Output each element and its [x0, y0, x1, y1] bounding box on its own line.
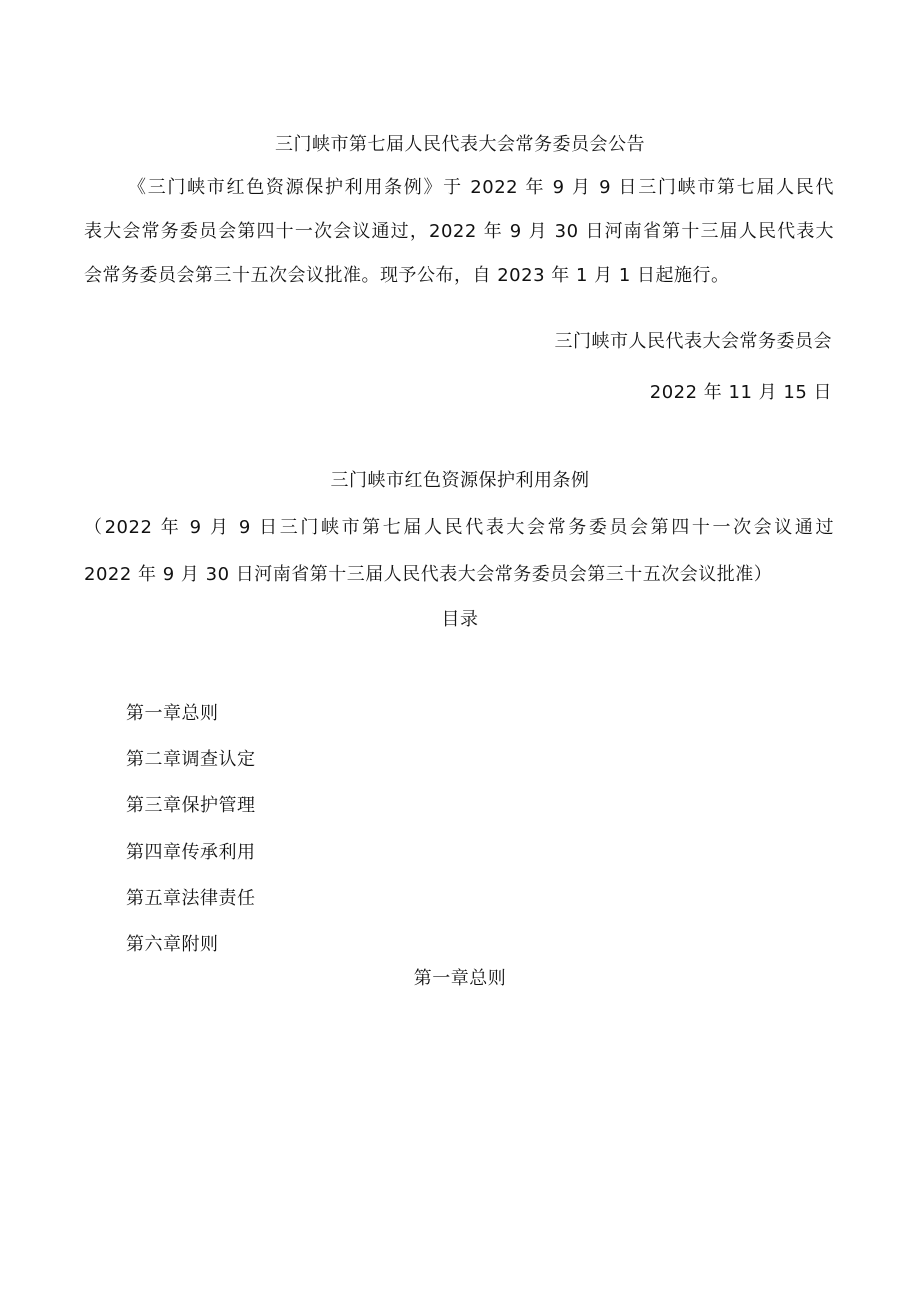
toc-heading: 目录: [441, 609, 479, 630]
chapter-1-heading: 第一章总则: [413, 968, 507, 989]
notice-body-line-1: 《三门峡市红色资源保护利用条例》于 2022 年 9 月 9 日三门峡市第七届人民代: [128, 177, 834, 198]
notice-body-line-3: 会常务委员会第三十五次会议批准。现予公布，自 2023 年 1 月 1 日起施行。: [84, 265, 730, 286]
toc-item-chapter-5: 第五章法律责任: [126, 888, 256, 909]
toc-item-chapter-4: 第四章传承利用: [126, 842, 256, 863]
notice-date: 2022 年 11 月 15 日: [649, 382, 832, 403]
notice-body-line-2: 表大会常务委员会第四十一次会议通过，2022 年 9 月 30 日河南省第十三届人民代表大: [84, 221, 834, 242]
toc-item-chapter-6: 第六章附则: [126, 934, 219, 955]
toc-item-chapter-3: 第三章保护管理: [126, 795, 256, 816]
regulation-title: 三门峡市红色资源保护利用条例: [330, 470, 590, 491]
toc-item-chapter-2: 第二章调查认定: [126, 749, 256, 770]
adoption-line-1: （2022 年 9 月 9 日三门峡市第七届人民代表大会常务委员会第四十一次会议通过: [84, 517, 834, 538]
toc-item-chapter-1: 第一章总则: [126, 703, 219, 724]
notice-title: 三门峡市第七届人民代表大会常务委员会公告: [275, 134, 645, 155]
adoption-line-2: 2022 年 9 月 30 日河南省第十三届人民代表大会常务委员会第三十五次会议批准）: [84, 564, 773, 585]
notice-signature: 三门峡市人民代表大会常务委员会: [554, 331, 832, 352]
